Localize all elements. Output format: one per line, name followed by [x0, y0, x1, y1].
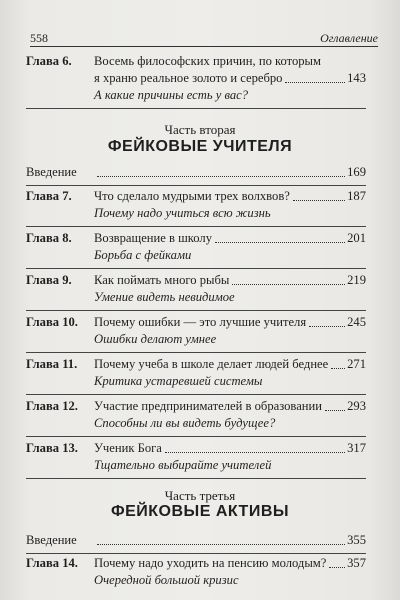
- dot-leader: [165, 452, 345, 453]
- chapter-title-line: Участие предпринимателей в образовании: [94, 399, 323, 413]
- toc-entry-chapter-8[interactable]: [26, 230, 366, 264]
- dot-leader: [97, 544, 345, 545]
- part-3-title: Часть третья: [164, 488, 236, 503]
- chapter-subtitle: А какие причины есть у вас?: [94, 88, 249, 102]
- toc-entry-chapter-7[interactable]: [26, 188, 366, 222]
- chapter-page: 355: [347, 533, 366, 547]
- chapter-subtitle: Очередной большой кризис: [94, 573, 239, 587]
- chapter-subtitle: Тщательно выбирайте учителей: [94, 458, 272, 472]
- dot-leader: [325, 410, 345, 411]
- chapter-label: Глава 14.: [26, 556, 78, 570]
- intro-label: Введение: [26, 165, 77, 179]
- running-header: [30, 28, 378, 47]
- part-2-title: Часть вторая: [164, 122, 236, 137]
- chapter-page: 219: [347, 273, 366, 287]
- chapter-title-line: Почему учеба в школе делает людей беднее: [94, 357, 329, 371]
- chapter-subtitle: Борьба с фейками: [94, 248, 192, 262]
- chapter-title-line: Возвращение в школу: [94, 231, 212, 245]
- chapter-page: 143: [347, 71, 366, 85]
- dot-leader: [331, 368, 345, 369]
- chapter-subtitle: Критика устаревшей системы: [94, 374, 263, 388]
- chapter-label: Глава 9.: [26, 273, 72, 287]
- chapter-title-line: Почему надо уходить на пенсию молодым?: [94, 556, 327, 570]
- intro-label: Введение: [26, 533, 77, 547]
- dot-leader: [309, 326, 345, 327]
- toc-entry-chapter-14[interactable]: [26, 555, 366, 589]
- toc-entry-chapter-9[interactable]: [26, 272, 366, 306]
- chapter-page: 271: [347, 357, 366, 371]
- chapter-page: 245: [347, 315, 366, 329]
- toc-entry-chapter-13[interactable]: [26, 440, 366, 474]
- chapter-title-line: Ученик Бога: [94, 441, 162, 455]
- chapter-label: Глава 11.: [26, 357, 78, 371]
- chapter-page: 187: [347, 189, 366, 203]
- dot-leader: [285, 82, 345, 83]
- chapter-label: Глава 8.: [26, 231, 72, 245]
- toc-entry-part-2-intro[interactable]: [26, 164, 366, 181]
- toc-entry-chapter-6[interactable]: [26, 53, 366, 104]
- chapter-title-line: Что сделало мудрыми трех волхвов?: [94, 189, 290, 203]
- toc-entry-part-3-intro[interactable]: [26, 532, 366, 549]
- chapter-subtitle: Умение видеть невидимое: [94, 290, 235, 304]
- chapter-page: 293: [347, 399, 366, 413]
- chapter-label: Глава 13.: [26, 441, 78, 455]
- dot-leader: [232, 284, 345, 285]
- toc-entry-chapter-12[interactable]: [26, 398, 366, 432]
- chapter-page: 357: [347, 556, 366, 570]
- chapter-title-line: Восемь философских причин, по которым: [94, 54, 321, 68]
- toc-entry-chapter-10[interactable]: [26, 314, 366, 348]
- toc-entry-chapter-11[interactable]: [26, 356, 366, 390]
- chapter-label: Глава 12.: [26, 399, 78, 413]
- chapter-page: 317: [347, 441, 366, 455]
- chapter-subtitle: Способны ли вы видеть будущее?: [94, 416, 276, 430]
- chapter-title-line: Как поймать много рыбы: [94, 273, 230, 287]
- page-number: 558: [30, 31, 48, 45]
- chapter-page: 169: [347, 165, 366, 179]
- chapter-label: Глава 6.: [26, 54, 72, 68]
- chapter-label: Глава 7.: [26, 189, 72, 203]
- dot-leader: [215, 242, 345, 243]
- chapter-label: Глава 10.: [26, 315, 78, 329]
- section-title: Оглавление: [320, 31, 378, 45]
- dot-leader: [97, 176, 345, 177]
- chapter-subtitle: Ошибки делают умнее: [94, 332, 217, 346]
- part-2-heading: ФЕЙКОВЫЕ УЧИТЕЛЯ: [107, 138, 293, 155]
- chapter-title-line: Почему ошибки — это лучшие учителя: [94, 315, 307, 329]
- chapter-title-line: я храню реальное золото и серебро: [94, 71, 283, 85]
- dot-leader: [329, 567, 345, 568]
- part-3-heading: ФЕЙКОВЫЕ АКТИВЫ: [110, 503, 290, 520]
- chapter-subtitle: Почему надо учиться всю жизнь: [94, 206, 271, 220]
- dot-leader: [293, 200, 345, 201]
- chapter-page: 201: [347, 231, 366, 245]
